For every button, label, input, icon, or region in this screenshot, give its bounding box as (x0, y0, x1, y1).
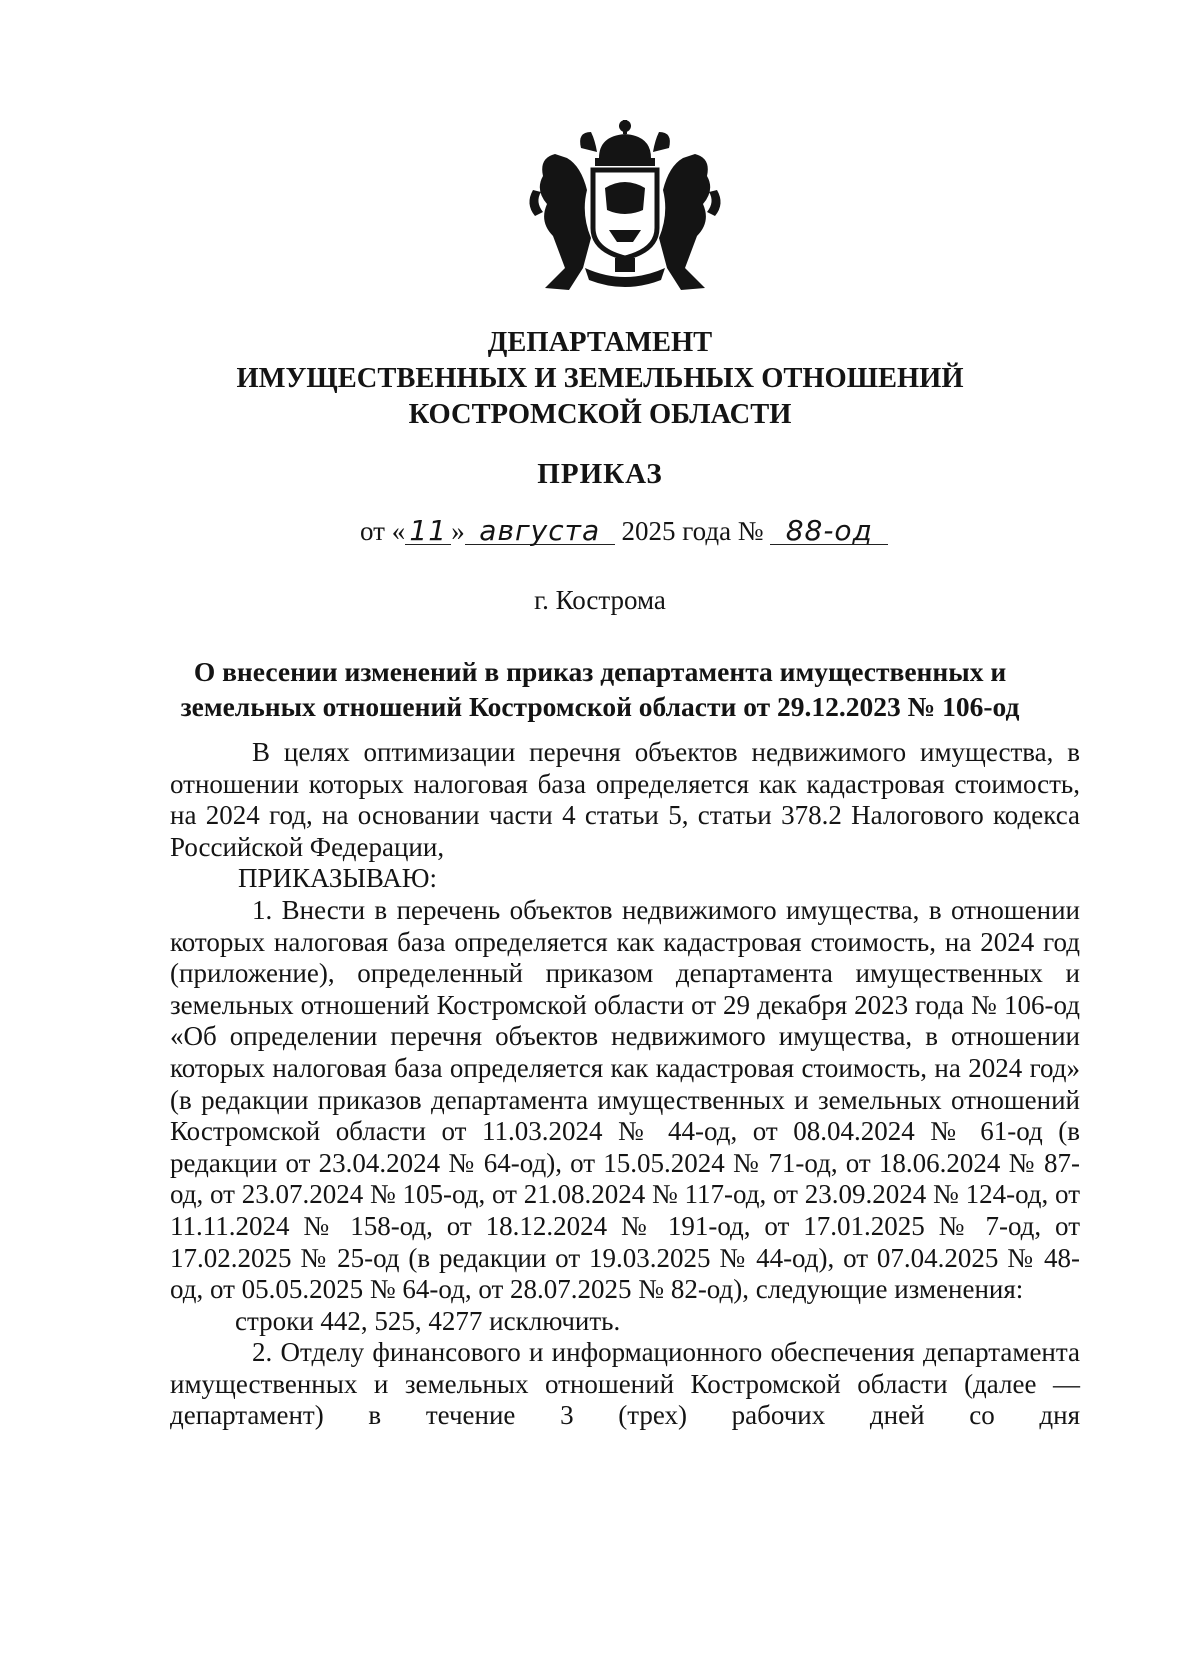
item-1-sub-paragraph: строки 442, 525, 4277 исключить. (235, 1305, 621, 1336)
department-line-3: КОСТРОМСКОЙ ОБЛАСТИ (408, 399, 792, 430)
date-quote-close: » (451, 516, 465, 546)
order-date-line (360, 516, 920, 547)
department-line-2: ИМУЩЕСТВЕННЫХ И ЗЕМЕЛЬНЫХ ОТНОШЕНИЙ (236, 363, 964, 394)
order-subject (0, 654, 1200, 724)
subject-line-2: земельных отношений Костромской области от 29.12.2023 № 106-од (180, 691, 1020, 722)
date-year-text: 2025 года № (621, 516, 764, 546)
order-word: ПРИКАЗЫВАЮ: (238, 863, 437, 894)
order-day: 11 (405, 518, 451, 545)
order-number: 88-од (770, 518, 888, 545)
subject-line-1: О внесении изменений в приказ департамента имущественных и (193, 656, 1007, 687)
date-prefix: от « (360, 516, 406, 546)
order-month: августа (465, 518, 615, 545)
item-2-paragraph: 2. Отделу финансового и информационного обеспечения департамента имущественных и земельных отношений Костромской области (далее — департамент) в течение 3 (трех) рабочих дней со дня (170, 1337, 1080, 1431)
order-title: ПРИКАЗ (537, 458, 663, 490)
item-1-paragraph: 1. Внести в перечень объектов недвижимого имущества, в отношении которых налоговая база определяется как кадастровая стоимость, на 2024 год (приложение), определенный приказом департамента имущественных и земельных отношений Костромской области от 29 декабря 2023 года № 106-од «Об определении перечня объектов недвижимого имущества, в отношении которых налоговая база определяется как кадастровая стоимость, на 2024 год» (в редакции приказов департамента имущественных и земельных отношений Костромской области от 11.03.2024 № 44-од, от 08.04.2024 № 61-од (в редакции от 23.04.2024 № 64-од), от 15.05.2024 № 71-од, от 18.06.2024 № 87-од, от 23.07.2024 № 105-од, от 21.08.2024 № 117-од, от 23.09.2024 № 124-од, от 11.11.2024 № 158-од, от 18.12.2024 № 191-од, от 17.01.2025 № 7-од, от 17.02.2025 № 25-од (в редакции от 19.03.2025 № 44-од), от 07.04.2025 № 48-од, от 05.05.2025 № 64-од, от 28.07.2025 № 82-од), следующие изменения: (170, 894, 1080, 1305)
preamble-paragraph: В целях оптимизации перечня объектов недвижимого имущества, в отношении которых налоговая база определяется как кадастровая стоимость, на 2024 год, на основании части 4 статьи 5, статьи 378.2 Налогового кодекса Российской Федерации, (170, 737, 1080, 862)
city-name: г. Кострома (534, 585, 666, 615)
kostroma-coat-of-arms-icon (525, 118, 725, 300)
order-body (170, 737, 1080, 1432)
department-line-1: ДЕПАРТАМЕНТ (487, 327, 713, 358)
department-name (0, 325, 1200, 433)
